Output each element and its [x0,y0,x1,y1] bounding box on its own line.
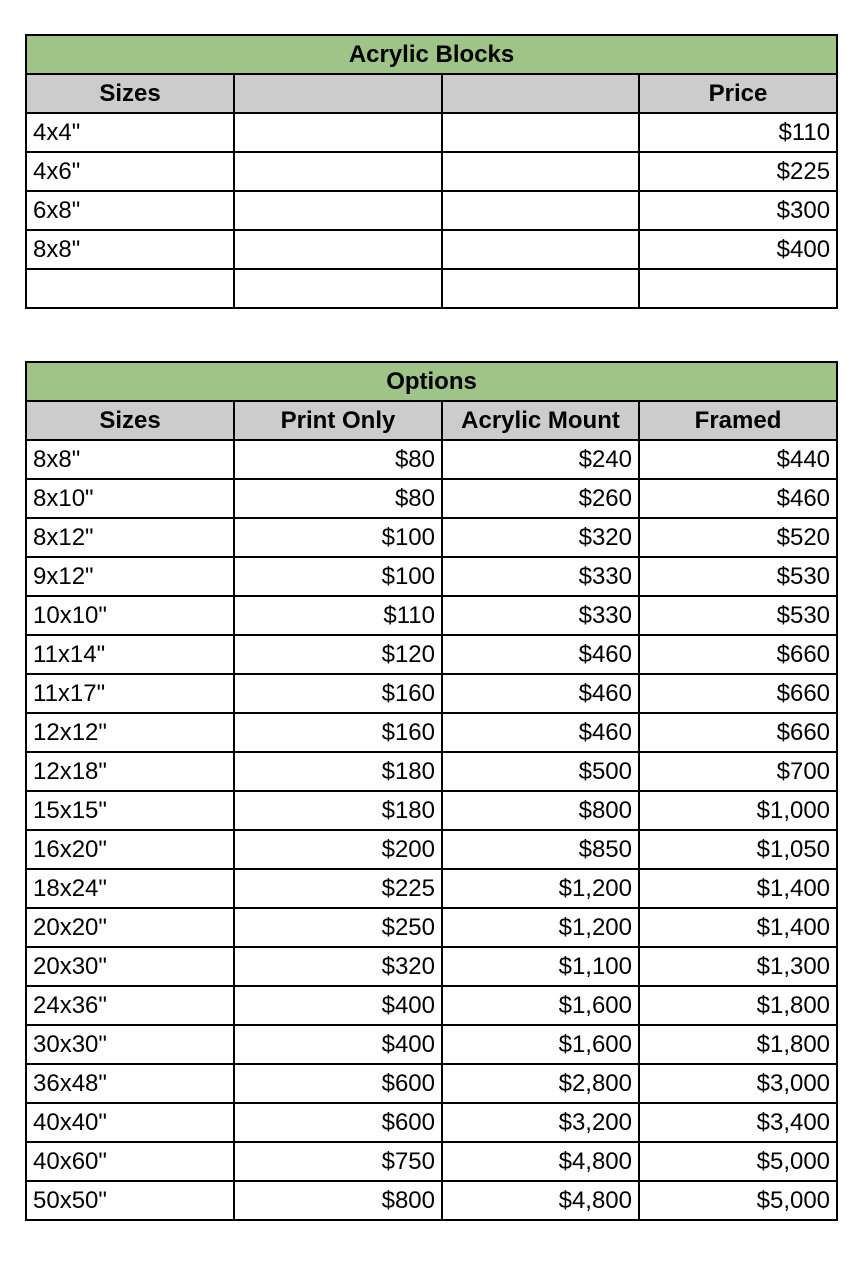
size-cell: 8x10" [26,479,234,518]
price-cell: $1,050 [639,830,837,869]
size-cell: 8x8" [26,440,234,479]
header-price: Price [639,74,837,113]
price-cell: $110 [639,113,837,152]
table-row [26,230,837,269]
table-row [26,752,837,791]
price-cell: $440 [639,440,837,479]
price-cell: $330 [442,557,639,596]
price-cell: $1,200 [442,908,639,947]
price-cell: $2,800 [442,1064,639,1103]
size-cell: 4x4" [26,113,234,152]
price-cell: $850 [442,830,639,869]
table-row [26,1025,837,1064]
size-cell: 8x12" [26,518,234,557]
size-cell: 18x24" [26,869,234,908]
price-cell: $460 [442,635,639,674]
price-cell: $3,200 [442,1103,639,1142]
size-cell: 16x20" [26,830,234,869]
price-cell: $400 [639,230,837,269]
size-cell: 12x12" [26,713,234,752]
acrylic-blocks-table [25,34,838,309]
table-row [26,947,837,986]
price-cell: $460 [442,674,639,713]
price-cell: $700 [639,752,837,791]
price-cell: $110 [234,596,442,635]
table-row [26,113,837,152]
size-cell [26,269,234,308]
options-header-row [26,401,837,440]
table-row [26,596,837,635]
size-cell: 36x48" [26,1064,234,1103]
price-cell: $160 [234,713,442,752]
size-cell: 50x50" [26,1181,234,1220]
price-cell: $600 [234,1064,442,1103]
price-cell: $200 [234,830,442,869]
header-print-only: Print Only [234,401,442,440]
size-cell: 10x10" [26,596,234,635]
price-cell: $1,400 [639,908,837,947]
price-cell: $460 [442,713,639,752]
size-cell: 9x12" [26,557,234,596]
size-cell: 30x30" [26,1025,234,1064]
price-cell [234,191,442,230]
table-row [26,191,837,230]
price-cell: $4,800 [442,1142,639,1181]
header-framed: Framed [639,401,837,440]
acrylic-header-row [26,74,837,113]
price-cell [234,269,442,308]
price-cell [234,230,442,269]
size-cell: 15x15" [26,791,234,830]
price-cell: $180 [234,752,442,791]
price-cell [442,269,639,308]
price-cell: $1,200 [442,869,639,908]
price-cell: $800 [234,1181,442,1220]
table-row [26,1064,837,1103]
price-cell: $5,000 [639,1181,837,1220]
size-cell: 6x8" [26,191,234,230]
price-cell: $160 [234,674,442,713]
price-cell [442,191,639,230]
header-sizes: Sizes [26,401,234,440]
price-cell: $100 [234,518,442,557]
table-row [26,635,837,674]
table-row [26,791,837,830]
size-cell: 4x6" [26,152,234,191]
price-cell: $320 [234,947,442,986]
price-cell: $660 [639,674,837,713]
price-cell: $400 [234,1025,442,1064]
table-row [26,269,837,308]
price-cell: $1,600 [442,986,639,1025]
price-cell: $100 [234,557,442,596]
size-cell: 8x8" [26,230,234,269]
price-cell: $80 [234,440,442,479]
size-cell: 20x30" [26,947,234,986]
price-cell: $5,000 [639,1142,837,1181]
table-row [26,152,837,191]
price-cell: $250 [234,908,442,947]
price-cell [442,113,639,152]
size-cell: 24x36" [26,986,234,1025]
price-cell: $520 [639,518,837,557]
size-cell: 40x60" [26,1142,234,1181]
price-cell: $225 [639,152,837,191]
price-cell: $500 [442,752,639,791]
price-cell: $530 [639,557,837,596]
price-cell: $330 [442,596,639,635]
price-cell [639,269,837,308]
price-cell: $1,300 [639,947,837,986]
price-cell: $120 [234,635,442,674]
price-cell: $1,800 [639,986,837,1025]
price-cell: $260 [442,479,639,518]
price-cell: $1,400 [639,869,837,908]
price-cell: $4,800 [442,1181,639,1220]
price-cell: $460 [639,479,837,518]
header-acrylic-mount: Acrylic Mount [442,401,639,440]
price-cell: $300 [639,191,837,230]
table-row [26,1142,837,1181]
price-cell: $1,000 [639,791,837,830]
size-cell: 11x14" [26,635,234,674]
table-row [26,830,837,869]
price-cell: $750 [234,1142,442,1181]
options-table [25,361,838,1221]
price-cell: $800 [442,791,639,830]
size-cell: 40x40" [26,1103,234,1142]
price-cell: $400 [234,986,442,1025]
price-cell [234,113,442,152]
options-title: Options [26,362,837,401]
price-cell: $240 [442,440,639,479]
price-cell: $225 [234,869,442,908]
price-cell: $1,100 [442,947,639,986]
price-cell [234,152,442,191]
price-cell: $180 [234,791,442,830]
price-cell: $660 [639,635,837,674]
size-cell: 12x18" [26,752,234,791]
price-cell: $1,600 [442,1025,639,1064]
size-cell: 11x17" [26,674,234,713]
acrylic-title-row [26,35,837,74]
table-row [26,518,837,557]
price-cell [442,152,639,191]
price-cell: $530 [639,596,837,635]
table-row [26,557,837,596]
table-row [26,713,837,752]
price-cell: $80 [234,479,442,518]
price-cell: $600 [234,1103,442,1142]
options-title-row [26,362,837,401]
header-sizes: Sizes [26,74,234,113]
price-cell: $660 [639,713,837,752]
header-blank [234,74,442,113]
table-row [26,1103,837,1142]
table-row [26,908,837,947]
size-cell: 20x20" [26,908,234,947]
table-row [26,440,837,479]
table-row [26,986,837,1025]
options-table-body [26,440,837,1220]
table-row [26,479,837,518]
price-cell: $3,400 [639,1103,837,1142]
price-cell [442,230,639,269]
table-row [26,869,837,908]
price-cell: $3,000 [639,1064,837,1103]
table-row [26,1181,837,1220]
acrylic-table-body [26,113,837,308]
price-cell: $320 [442,518,639,557]
price-cell: $1,800 [639,1025,837,1064]
header-blank [442,74,639,113]
table-row [26,674,837,713]
acrylic-blocks-title: Acrylic Blocks [26,35,837,74]
